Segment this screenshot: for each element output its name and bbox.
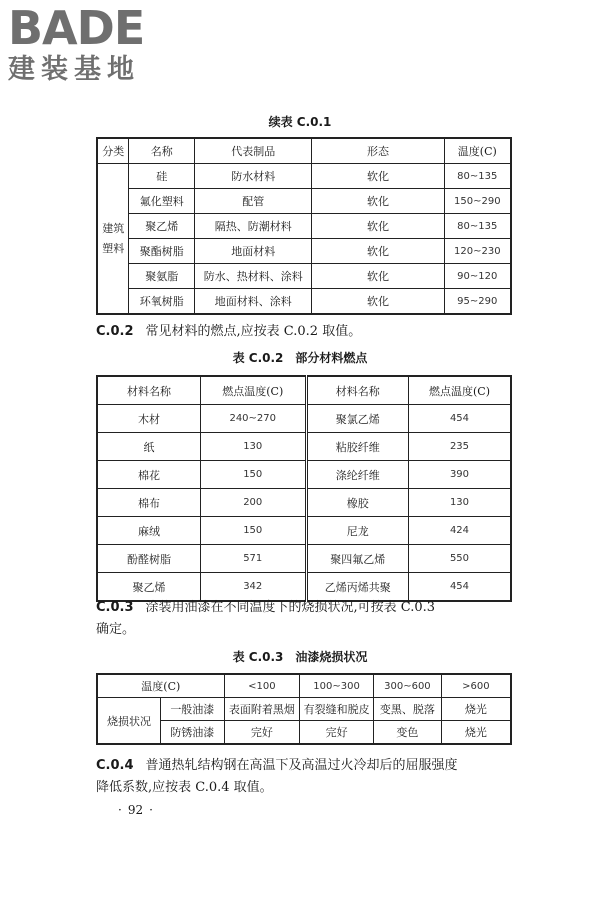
table3-temp-label: 温度(C) — [97, 674, 224, 698]
table3-caption-number: 表 C.0.3 — [232, 650, 284, 664]
table-cell: 390 — [408, 461, 511, 489]
clause-c03 — [96, 597, 516, 641]
table-cell: 地面材料、涂料 — [195, 289, 312, 315]
table-cell: 95~290 — [444, 289, 511, 315]
table-cell: 防水、热材料、涂料 — [195, 264, 312, 289]
table1-header: 名称 — [129, 138, 195, 164]
table2-header: 材料名称 — [306, 376, 408, 405]
table-cell: 150 — [200, 461, 306, 489]
table1-header: 温度(C) — [444, 138, 511, 164]
table-cell: 乙烯丙烯共聚 — [306, 573, 408, 602]
table-cell: 环氧树脂 — [129, 289, 195, 315]
table-cell: 地面材料 — [195, 239, 312, 264]
clause-number: C.0.3 — [96, 600, 134, 615]
table-cell: 烧光 — [441, 698, 511, 721]
table3 — [96, 673, 512, 745]
clause-number: C.0.4 — [96, 758, 134, 773]
table-cell: 聚四氟乙烯 — [306, 545, 408, 573]
table-cell: 90~120 — [444, 264, 511, 289]
table2-header: 材料名称 — [97, 376, 200, 405]
clause-c02 — [96, 321, 516, 343]
table-cell: 聚酯树脂 — [129, 239, 195, 264]
page-number: · 92 · — [118, 803, 153, 817]
table-cell: 防水材料 — [195, 164, 312, 189]
table2-header-row — [97, 376, 511, 405]
table1-caption — [0, 113, 600, 130]
table-row — [97, 405, 511, 433]
table-cell: 棉花 — [97, 461, 200, 489]
table-cell: 完好 — [224, 721, 300, 745]
table-cell: 软化 — [312, 164, 444, 189]
table-row — [97, 698, 511, 721]
table-cell: 软化 — [312, 239, 444, 264]
brand-logo — [8, 1, 178, 86]
table-cell: 麻绒 — [97, 517, 200, 545]
table-cell: 棉布 — [97, 489, 200, 517]
table-cell: 纸 — [97, 433, 200, 461]
table3-temp: 100~300 — [300, 674, 374, 698]
table-row — [97, 433, 511, 461]
table3-temp: 300~600 — [373, 674, 441, 698]
table-cell: 软化 — [312, 214, 444, 239]
table2-caption — [0, 349, 600, 366]
table1-header: 分类 — [97, 138, 129, 164]
table-cell: 235 — [408, 433, 511, 461]
table-row — [97, 164, 511, 189]
table-cell: 软化 — [312, 264, 444, 289]
table-cell: 酚醛树脂 — [97, 545, 200, 573]
table-cell: 342 — [200, 573, 306, 602]
table-cell: 变黑、脱落 — [373, 698, 441, 721]
page-number-value: 92 — [127, 803, 144, 817]
table-cell: 80~135 — [444, 164, 511, 189]
table-cell: 木材 — [97, 405, 200, 433]
clause-text: 普通热轧结构钢在高温下及高温过火冷却后的屈服强度 — [145, 758, 458, 773]
table3-temp: >600 — [441, 674, 511, 698]
table3-caption-title: 油漆烧损状况 — [295, 650, 368, 664]
table-cell: 130 — [200, 433, 306, 461]
table-cell: 粘胶纤维 — [306, 433, 408, 461]
table-cell: 571 — [200, 545, 306, 573]
table-row — [97, 214, 511, 239]
table-cell: 聚氯乙烯 — [306, 405, 408, 433]
table-cell: 隔热、防潮材料 — [195, 214, 312, 239]
table2-header: 燃点温度(C) — [408, 376, 511, 405]
table-cell: 尼龙 — [306, 517, 408, 545]
logo-brand-text: BADE — [8, 1, 145, 55]
table-cell: 软化 — [312, 189, 444, 214]
table-cell: 120~230 — [444, 239, 511, 264]
table3-group-label: 烧损状况 — [97, 698, 161, 745]
table-cell: 配管 — [195, 189, 312, 214]
table-cell: 涤纶纤维 — [306, 461, 408, 489]
table-cell: 454 — [408, 405, 511, 433]
table-cell: 完好 — [300, 721, 374, 745]
table-row — [97, 239, 511, 264]
table-cell: 聚氨脂 — [129, 264, 195, 289]
table-cell: 软化 — [312, 289, 444, 315]
table2 — [96, 375, 512, 602]
table3-temperature-row — [97, 674, 511, 698]
table1-category-cell — [97, 164, 129, 315]
table1-caption-number: 续表 C.0.1 — [268, 115, 332, 129]
table-cell: 氟化塑料 — [129, 189, 195, 214]
table2-header: 燃点温度(C) — [200, 376, 306, 405]
table-cell: 550 — [408, 545, 511, 573]
table1-header: 代表制品 — [195, 138, 312, 164]
table-cell: 424 — [408, 517, 511, 545]
table1-header-row — [97, 138, 511, 164]
table-cell: 240~270 — [200, 405, 306, 433]
table-cell: 硅 — [129, 164, 195, 189]
table-row — [97, 189, 511, 214]
logo-subtitle: 建装基地 — [8, 54, 140, 85]
table-cell: 有裂缝和脱皮 — [300, 698, 374, 721]
table1-category: 建筑塑料 — [102, 221, 125, 255]
clause-text-continued: 确定。 — [96, 622, 136, 637]
table-row — [97, 461, 511, 489]
table-cell: 454 — [408, 573, 511, 602]
table-cell: 防锈油漆 — [161, 721, 225, 745]
clause-c04 — [96, 755, 516, 799]
table1-header: 形态 — [312, 138, 444, 164]
table1 — [96, 137, 512, 315]
table-cell: 聚乙烯 — [97, 573, 200, 602]
table-cell: 150~290 — [444, 189, 511, 214]
table-cell: 80~135 — [444, 214, 511, 239]
table-row — [97, 489, 511, 517]
table-cell: 150 — [200, 517, 306, 545]
table-cell: 一般油漆 — [161, 698, 225, 721]
table-row — [97, 289, 511, 315]
table3-caption — [0, 648, 600, 665]
clause-text: 涂装用油漆在不同温度下的烧损状况,可按表 C.0.3 — [145, 600, 436, 615]
table2-caption-title: 部分材料燃点 — [295, 351, 368, 365]
table-row — [97, 264, 511, 289]
table3-temp: <100 — [224, 674, 300, 698]
table-cell: 表面附着黑烟 — [224, 698, 300, 721]
table-cell: 烧光 — [441, 721, 511, 745]
clause-text: 常见材料的燃点,应按表 C.0.2 取值。 — [145, 324, 362, 339]
table-row — [97, 545, 511, 573]
table-cell: 变色 — [373, 721, 441, 745]
clause-text-continued: 降低系数,应按表 C.0.4 取值。 — [96, 780, 273, 795]
table-cell: 130 — [408, 489, 511, 517]
table-cell: 聚乙烯 — [129, 214, 195, 239]
table-cell: 橡胶 — [306, 489, 408, 517]
clause-number: C.0.2 — [96, 324, 134, 339]
table2-caption-number: 表 C.0.2 — [232, 351, 284, 365]
table-cell: 200 — [200, 489, 306, 517]
table-row — [97, 517, 511, 545]
